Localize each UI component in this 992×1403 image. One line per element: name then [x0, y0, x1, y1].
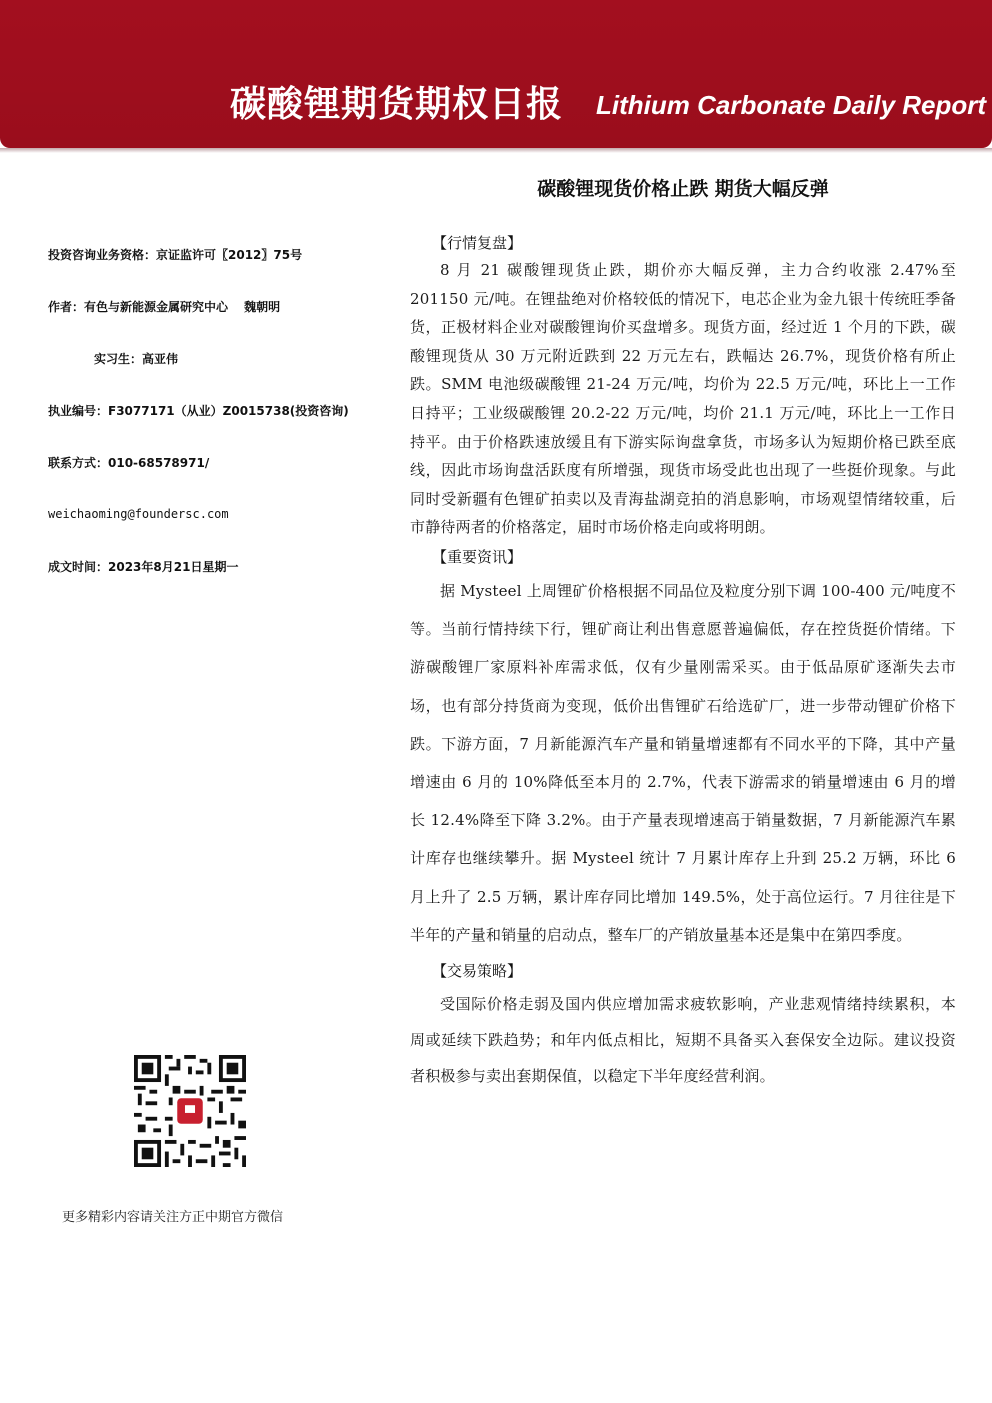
article-title: 碳酸锂现货价格止跌 期货大幅反弹: [537, 178, 829, 200]
wechat-qr-code: [134, 1055, 246, 1167]
email-text: weichaoming@foundersc.com: [48, 507, 229, 521]
qr-code-caption: 更多精彩内容请关注方正中期官方微信: [62, 1210, 284, 1225]
license-number-text: 执业编号：F3077171（从业）Z0015738(投资咨询): [48, 404, 349, 418]
report-title-chinese: 碳酸锂期货期权日报: [230, 84, 564, 125]
intern-text: 实习生：高亚伟: [94, 352, 179, 366]
section-heading-key-news: 【重要资讯】: [432, 547, 523, 566]
date-text: 成文时间：2023年8月21日星期一: [48, 560, 239, 574]
section-heading-market-review: 【行情复盘】: [432, 234, 523, 252]
key-news-paragraph: 据 Mysteel 上周锂矿价格根据不同品位及粒度分别下调 100-400 元/吨度不等。当前行情持续下行，锂矿商让利出售意愿普遍偏低，存在控货挺价情绪。下游碳酸锂厂家原料补库需求低，仅有少量刚需采买。由于低品原矿逐渐失去市场，也有部分持货商为变现，低价出售锂矿石给选矿厂，进一步带动锂矿价格下跌。下游方面，7 月新能源汽车产量和销量增速都有不同水平的下降，其中产量增速由 6 月的 10%降低至本月的 2.7%，代表下游需求的销量增速由 6 月的增长 12.4%降至下降 3.2%。由于产量表现增速高于销量数据，7 月新能源汽车累计库存也继续攀升。据 Mysteel 统计 7 月累计库存上升到 25.2 万辆，环比 6 月上升了 2.5 万辆，累计库存同比增加 149.5%，处于高位运行。7 月往往是下半年的产量和销量的启动点，整车厂的产销放量基本还是集中在第四季度。: [410, 581, 956, 944]
section-heading-trading-strategy: 【交易策略】: [432, 961, 523, 980]
header-banner: [0, 0, 992, 148]
contact-text: 联系方式：010-68578971/: [48, 456, 210, 470]
author-text: 作者：有色与新能源金属研究中心 魏朝明: [48, 300, 281, 314]
trading-strategy-paragraph: 受国际价格走弱及国内供应增加需求疲软影响，产业悲观情绪持续累积，本周或延续下跌趋势；和年内低点相比，短期不具备买入套保安全边际。建议投资者积极参与卖出套期保值，以稳定下半年度经营利润。: [410, 994, 956, 1085]
report-title-english: Lithium Carbonate Daily Report: [596, 90, 987, 120]
market-review-paragraph: 8 月 21 碳酸锂现货止跌，期价亦大幅反弹，主力合约收涨 2.47%至 201150 元/吨。在锂盐绝对价格较低的情况下，电芯企业为金九银十传统旺季备货，正极材料企业对碳酸锂询价买盘增多。现货方面，经过近 1 个月的下跌，碳酸锂现货从 30 万元附近跌到 22 万元左右，跌幅达 26.7%，现货价格有所止跌。SMM 电池级碳酸锂 21-24 万元/吨，均价为 22.5 万元/吨，环比上一工作日持平；工业级碳酸锂 20.2-22 万元/吨，均价 21.1 万元/吨，环比上一工作日持平。由于价格跌速放缓且有下游实际询盘拿货，市场多认为短期价格已跌至底线，因此市场询盘活跃度有所增强，现货市场受此也出现了一些挺价现象。与此同时受新疆有色锂矿拍卖以及青海盐湖竞拍的消息影响，市场观望情绪较重，后市静待两者的价格落定，届时市场价格走向或将明朗。: [410, 261, 956, 537]
qualification-text: 投资咨询业务资格：京证监许可〖2012〗75号: [48, 248, 303, 262]
report-body: [410, 230, 956, 1094]
